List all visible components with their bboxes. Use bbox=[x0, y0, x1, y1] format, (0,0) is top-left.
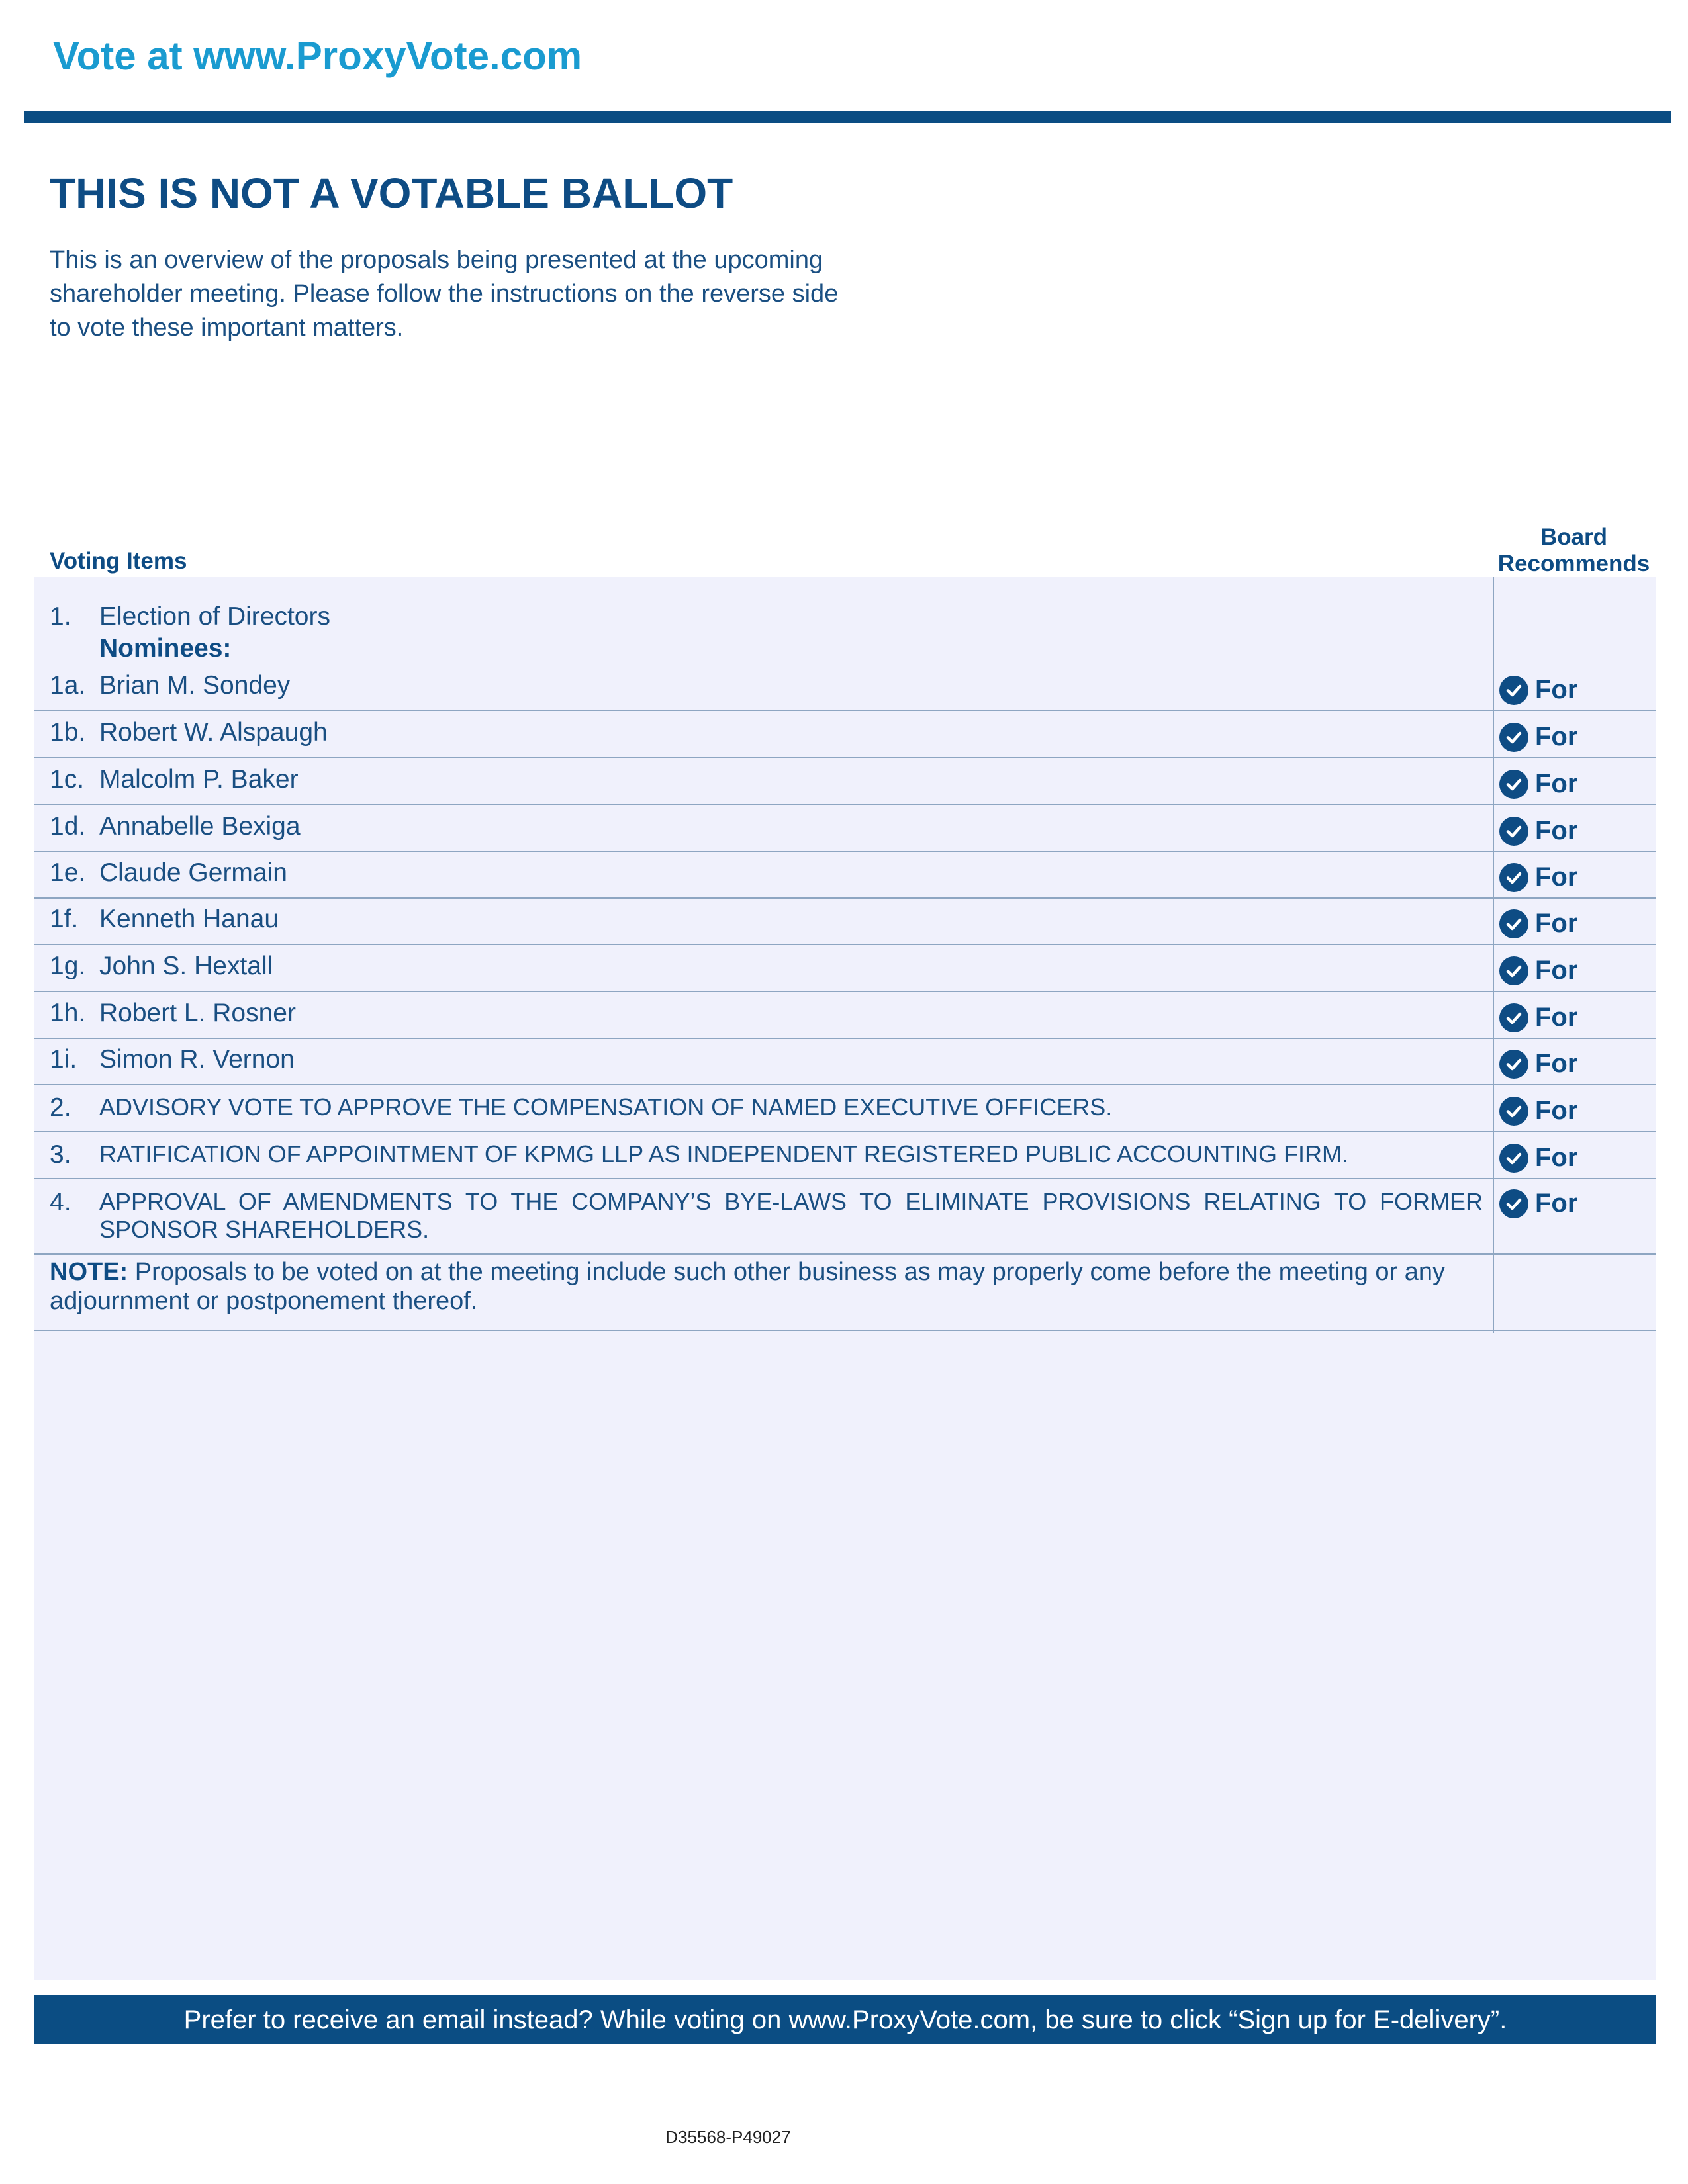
note-body: Proposals to be voted on at the meeting include such other business as may properly come before the meeting or any adjournment or postponement thereof. bbox=[50, 1258, 1446, 1315]
proposal-text: ADVISORY VOTE TO APPROVE THE COMPENSATION OF NAMED EXECUTIVE OFFICERS. bbox=[99, 1093, 1113, 1120]
nominees-label: Nominees: bbox=[99, 634, 232, 662]
check-circle-icon bbox=[1499, 817, 1528, 846]
proposal-number: 4. bbox=[50, 1188, 71, 1216]
proposal-row bbox=[34, 1132, 1656, 1179]
nominee-number: 1d. bbox=[50, 812, 86, 841]
check-circle-icon bbox=[1499, 1097, 1528, 1126]
nominee-row bbox=[34, 664, 1656, 711]
recommendation-label: For bbox=[1535, 862, 1578, 891]
recommendation-label: For bbox=[1535, 1049, 1578, 1078]
board-recommendation bbox=[1499, 1096, 1577, 1126]
check-circle-icon bbox=[1499, 676, 1528, 705]
check-circle-icon bbox=[1499, 909, 1528, 938]
nominee-name: Robert L. Rosner bbox=[99, 999, 296, 1027]
proposal-number: 3. bbox=[50, 1140, 71, 1169]
board-recommendation bbox=[1499, 956, 1577, 985]
check-circle-icon bbox=[1499, 723, 1528, 752]
recommendation-label: For bbox=[1535, 1096, 1578, 1125]
vote-link[interactable]: Vote at www.ProxyVote.com bbox=[53, 34, 583, 78]
board-recommendation bbox=[1499, 722, 1577, 752]
proposal-number: 2. bbox=[50, 1093, 71, 1122]
nominee-name: Claude Germain bbox=[99, 858, 287, 887]
nominee-name: Malcolm P. Baker bbox=[99, 765, 299, 794]
board-recommendation bbox=[1499, 1003, 1577, 1032]
nominee-number: 1b. bbox=[50, 718, 86, 747]
recommendation-label: For bbox=[1535, 1143, 1578, 1172]
intro-text: This is an overview of the proposals being presented at the upcoming shareholder meeting. Please follow the instructions on the reverse side to vote these important matters. bbox=[50, 246, 839, 341]
nominee-number: 1g. bbox=[50, 952, 86, 980]
nominee-name: John S. Hextall bbox=[99, 952, 273, 980]
note-text bbox=[50, 1257, 1483, 1316]
nominee-row bbox=[34, 945, 1656, 992]
nominee-number: 1h. bbox=[50, 999, 86, 1027]
footer-banner: Prefer to receive an email instead? While voting on www.ProxyVote.com, be sure to click “Sign up for E-delivery”. bbox=[34, 1995, 1656, 2044]
board-recommendation bbox=[1499, 816, 1577, 846]
nominee-row bbox=[34, 852, 1656, 899]
nominee-row bbox=[34, 992, 1656, 1039]
nominee-row bbox=[34, 805, 1656, 852]
check-circle-icon bbox=[1499, 1003, 1528, 1032]
board-recommendation bbox=[1499, 862, 1577, 892]
recommendation-label: For bbox=[1535, 1189, 1578, 1218]
item-number: 1. bbox=[50, 602, 71, 631]
recommendation-label: For bbox=[1535, 816, 1578, 845]
board-recommendation bbox=[1499, 1049, 1577, 1079]
header-rule bbox=[24, 111, 1671, 123]
board-recommends-header bbox=[1493, 524, 1655, 577]
nominee-name: Simon R. Vernon bbox=[99, 1045, 295, 1073]
nominee-name: Annabelle Bexiga bbox=[99, 812, 301, 841]
recommendation-label: For bbox=[1535, 909, 1578, 938]
nominee-row bbox=[34, 711, 1656, 758]
recommendation-label: For bbox=[1535, 722, 1578, 751]
recommendation-label: For bbox=[1535, 956, 1578, 985]
check-circle-icon bbox=[1499, 1189, 1528, 1218]
check-circle-icon bbox=[1499, 1050, 1528, 1079]
nominee-name: Kenneth Hanau bbox=[99, 905, 279, 933]
check-circle-icon bbox=[1499, 956, 1528, 985]
nominee-row bbox=[34, 1038, 1656, 1085]
nominee-number: 1c. bbox=[50, 765, 85, 794]
document-code: D35568-P49027 bbox=[665, 2127, 791, 2147]
proposal-text: RATIFICATION OF APPOINTMENT OF KPMG LLP AS INDEPENDENT REGISTERED PUBLIC ACCOUNTING FIRM. bbox=[99, 1140, 1348, 1167]
recommendation-label: For bbox=[1535, 1003, 1578, 1032]
board-recommendation bbox=[1499, 675, 1577, 705]
note-label: NOTE: bbox=[50, 1258, 128, 1286]
board-recommendation bbox=[1499, 769, 1577, 799]
nominee-number: 1i. bbox=[50, 1045, 77, 1073]
board-header-line2: Recommends bbox=[1497, 551, 1650, 576]
nominee-number: 1e. bbox=[50, 858, 86, 887]
recommendation-label: For bbox=[1535, 769, 1578, 798]
board-recommendation bbox=[1499, 909, 1577, 938]
item-4-text: APPROVAL OF AMENDMENTS TO THE COMPANY’S BYE-LAWS TO ELIMINATE PROVISIONS RELATING TO FORMER SPONSOR SHAREHOLDERS. bbox=[99, 1188, 1483, 1243]
column-divider bbox=[1493, 577, 1494, 1333]
board-header-line1: Board bbox=[1540, 524, 1608, 550]
nominee-number: 1f. bbox=[50, 905, 79, 933]
page-title: THIS IS NOT A VOTABLE BALLOT bbox=[50, 169, 733, 217]
nominee-row bbox=[34, 898, 1656, 945]
proposal-row bbox=[34, 1085, 1656, 1132]
nominee-row bbox=[34, 758, 1656, 805]
voting-items-header: Voting Items bbox=[50, 548, 187, 574]
check-circle-icon bbox=[1499, 863, 1528, 892]
recommendation-label: For bbox=[1535, 675, 1578, 704]
nominee-name: Robert W. Alspaugh bbox=[99, 718, 328, 747]
board-recommendation bbox=[1499, 1143, 1577, 1173]
nominee-number: 1a. bbox=[50, 671, 86, 700]
note-row-border bbox=[34, 1330, 1656, 1331]
nominee-name: Brian M. Sondey bbox=[99, 671, 291, 700]
item-text: Election of Directors bbox=[99, 602, 330, 631]
check-circle-icon bbox=[1499, 1144, 1528, 1173]
board-recommendation bbox=[1499, 1189, 1577, 1218]
check-circle-icon bbox=[1499, 770, 1528, 799]
